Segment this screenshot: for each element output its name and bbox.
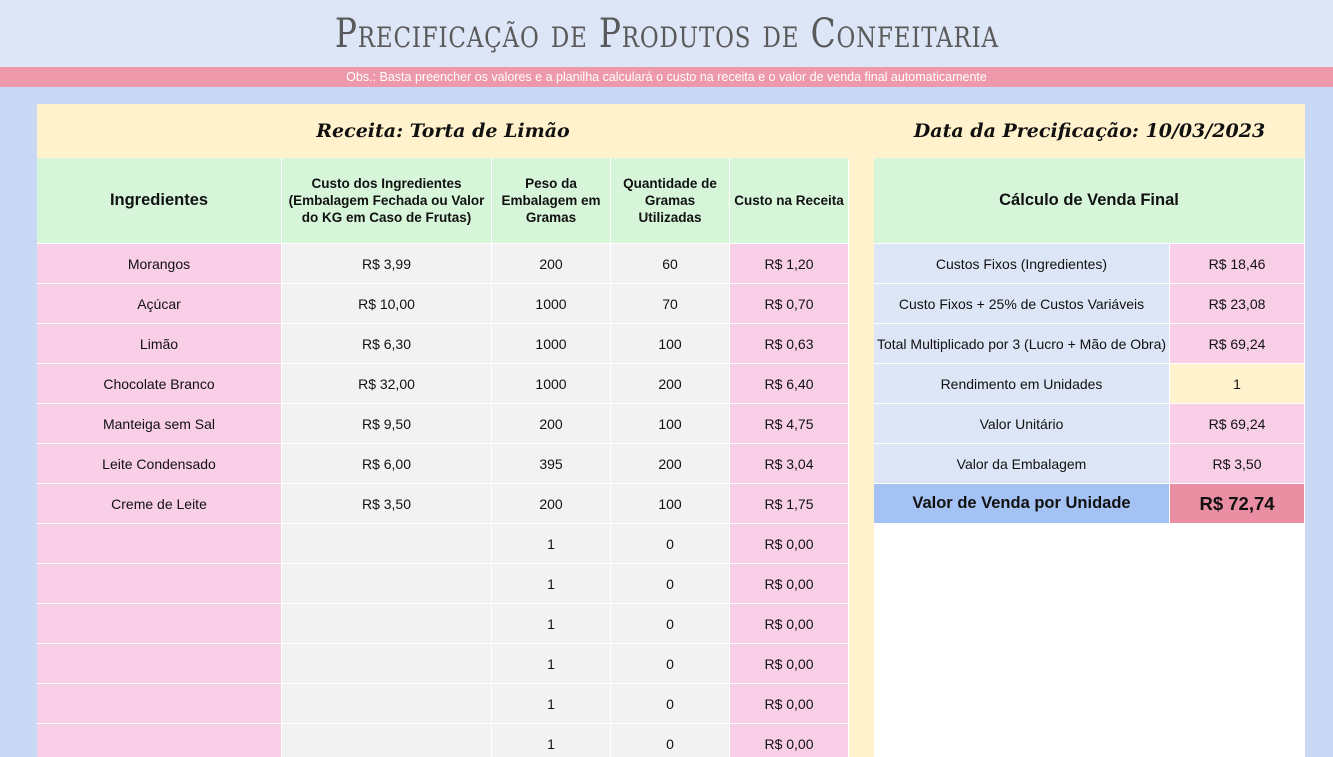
spreadsheet-area: [37, 104, 1305, 757]
ingredient-name-cell[interactable]: Chocolate Branco: [37, 364, 282, 404]
header-grams-used[interactable]: Quantidade de Gramas Utilizadas: [611, 158, 730, 244]
grams-used-cell[interactable]: 100: [611, 324, 730, 364]
ingredient-cost-cell[interactable]: R$ 10,00: [282, 284, 492, 324]
ingredient-cost-cell[interactable]: [282, 524, 492, 564]
package-weight-cell[interactable]: 1: [492, 684, 611, 724]
ingredient-cost-cell[interactable]: [282, 644, 492, 684]
ingredient-cost-cell[interactable]: R$ 9,50: [282, 404, 492, 444]
summary-label-cell[interactable]: Custo Fixos + 25% de Custos Variáveis: [874, 284, 1170, 324]
header-final-calculation[interactable]: Cálculo de Venda Final: [874, 158, 1305, 244]
recipe-cost-cell[interactable]: R$ 6,40: [730, 364, 849, 404]
recipe-cost-cell[interactable]: R$ 3,04: [730, 444, 849, 484]
recipe-cost-cell[interactable]: R$ 0,00: [730, 684, 849, 724]
grams-used-cell[interactable]: 0: [611, 644, 730, 684]
package-weight-cell[interactable]: 1: [492, 644, 611, 684]
header-package-weight[interactable]: Peso da Embalagem em Gramas: [492, 158, 611, 244]
ingredient-cost-cell[interactable]: [282, 684, 492, 724]
grams-used-cell[interactable]: 200: [611, 444, 730, 484]
ingredient-name-cell[interactable]: [37, 564, 282, 604]
column-separator: [849, 158, 874, 757]
page-title: Precificação de Produtos de Confeitaria: [334, 10, 999, 57]
grams-used-cell[interactable]: 100: [611, 484, 730, 524]
header-ingredients[interactable]: Ingredientes: [37, 158, 282, 244]
ingredient-name-cell[interactable]: [37, 524, 282, 564]
header-recipe-cost[interactable]: Custo na Receita: [730, 158, 849, 244]
final-sale-price-value[interactable]: R$ 72,74: [1170, 484, 1305, 524]
summary-value-cell[interactable]: R$ 23,08: [1170, 284, 1305, 324]
ingredient-name-cell[interactable]: [37, 644, 282, 684]
ingredient-cost-cell[interactable]: R$ 6,30: [282, 324, 492, 364]
ingredient-cost-cell[interactable]: R$ 32,00: [282, 364, 492, 404]
ingredient-cost-cell[interactable]: R$ 3,50: [282, 484, 492, 524]
grams-used-cell[interactable]: 60: [611, 244, 730, 284]
summary-label-cell[interactable]: Custos Fixos (Ingredientes): [874, 244, 1170, 284]
grams-used-cell[interactable]: 200: [611, 364, 730, 404]
package-weight-cell[interactable]: 1: [492, 604, 611, 644]
recipe-cost-cell[interactable]: R$ 1,20: [730, 244, 849, 284]
recipe-cost-cell[interactable]: R$ 4,75: [730, 404, 849, 444]
recipe-cost-cell[interactable]: R$ 0,00: [730, 644, 849, 684]
recipe-cost-cell[interactable]: R$ 0,00: [730, 564, 849, 604]
final-sale-price-label[interactable]: Valor de Venda por Unidade: [874, 484, 1170, 524]
summary-value-cell[interactable]: R$ 3,50: [1170, 444, 1305, 484]
ingredient-name-cell[interactable]: [37, 724, 282, 757]
grams-used-cell[interactable]: 0: [611, 604, 730, 644]
header-ingredient-cost[interactable]: Custo dos Ingredientes (Embalagem Fechada ou Valor do KG em Caso de Frutas): [282, 158, 492, 244]
ingredient-name-cell[interactable]: Manteiga sem Sal: [37, 404, 282, 444]
summary-value-cell[interactable]: R$ 18,46: [1170, 244, 1305, 284]
ingredient-name-cell[interactable]: Açúcar: [37, 284, 282, 324]
header-row: [37, 104, 1305, 158]
recipe-title[interactable]: Receita: Torta de Limão: [316, 120, 570, 142]
ingredient-name-cell[interactable]: Leite Condensado: [37, 444, 282, 484]
observation-bar: Obs.: Basta preencher os valores e a planilha calculará o custo na receita e o valor de venda final automaticamente: [0, 67, 1333, 87]
package-weight-cell[interactable]: 1: [492, 524, 611, 564]
summary-label-cell[interactable]: Total Multiplicado por 3 (Lucro + Mão de Obra): [874, 324, 1170, 364]
grams-used-cell[interactable]: 0: [611, 564, 730, 604]
recipe-cost-cell[interactable]: R$ 0,00: [730, 524, 849, 564]
summary-label-cell[interactable]: Valor Unitário: [874, 404, 1170, 444]
recipe-cost-cell[interactable]: R$ 0,00: [730, 724, 849, 757]
ingredient-name-cell[interactable]: Limão: [37, 324, 282, 364]
package-weight-cell[interactable]: 1000: [492, 284, 611, 324]
summary-label-cell[interactable]: Rendimento em Unidades: [874, 364, 1170, 404]
grams-used-cell[interactable]: 70: [611, 284, 730, 324]
summary-value-cell[interactable]: R$ 69,24: [1170, 324, 1305, 364]
package-weight-cell[interactable]: 200: [492, 404, 611, 444]
recipe-cost-cell[interactable]: R$ 0,00: [730, 604, 849, 644]
title-bar: [0, 0, 1333, 67]
grams-used-cell[interactable]: 0: [611, 684, 730, 724]
package-weight-cell[interactable]: 395: [492, 444, 611, 484]
recipe-cost-cell[interactable]: R$ 0,70: [730, 284, 849, 324]
ingredient-name-cell[interactable]: [37, 684, 282, 724]
package-weight-cell[interactable]: 200: [492, 244, 611, 284]
pricing-date[interactable]: Data da Precificação: 10/03/2023: [913, 120, 1266, 142]
package-weight-cell[interactable]: 1000: [492, 324, 611, 364]
summary-value-cell[interactable]: R$ 69,24: [1170, 404, 1305, 444]
grams-used-cell[interactable]: 0: [611, 524, 730, 564]
summary-label-cell[interactable]: Valor da Embalagem: [874, 444, 1170, 484]
package-weight-cell[interactable]: 1000: [492, 364, 611, 404]
ingredient-name-cell[interactable]: Creme de Leite: [37, 484, 282, 524]
package-weight-cell[interactable]: 1: [492, 564, 611, 604]
ingredient-cost-cell[interactable]: R$ 6,00: [282, 444, 492, 484]
recipe-cost-cell[interactable]: R$ 0,63: [730, 324, 849, 364]
ingredient-cost-cell[interactable]: [282, 604, 492, 644]
summary-value-cell[interactable]: 1: [1170, 364, 1305, 404]
ingredient-cost-cell[interactable]: [282, 724, 492, 757]
ingredient-cost-cell[interactable]: [282, 564, 492, 604]
ingredient-cost-cell[interactable]: R$ 3,99: [282, 244, 492, 284]
grams-used-cell[interactable]: 100: [611, 404, 730, 444]
ingredient-name-cell[interactable]: Morangos: [37, 244, 282, 284]
ingredient-name-cell[interactable]: [37, 604, 282, 644]
grams-used-cell[interactable]: 0: [611, 724, 730, 757]
package-weight-cell[interactable]: 1: [492, 724, 611, 757]
package-weight-cell[interactable]: 200: [492, 484, 611, 524]
recipe-cost-cell[interactable]: R$ 1,75: [730, 484, 849, 524]
